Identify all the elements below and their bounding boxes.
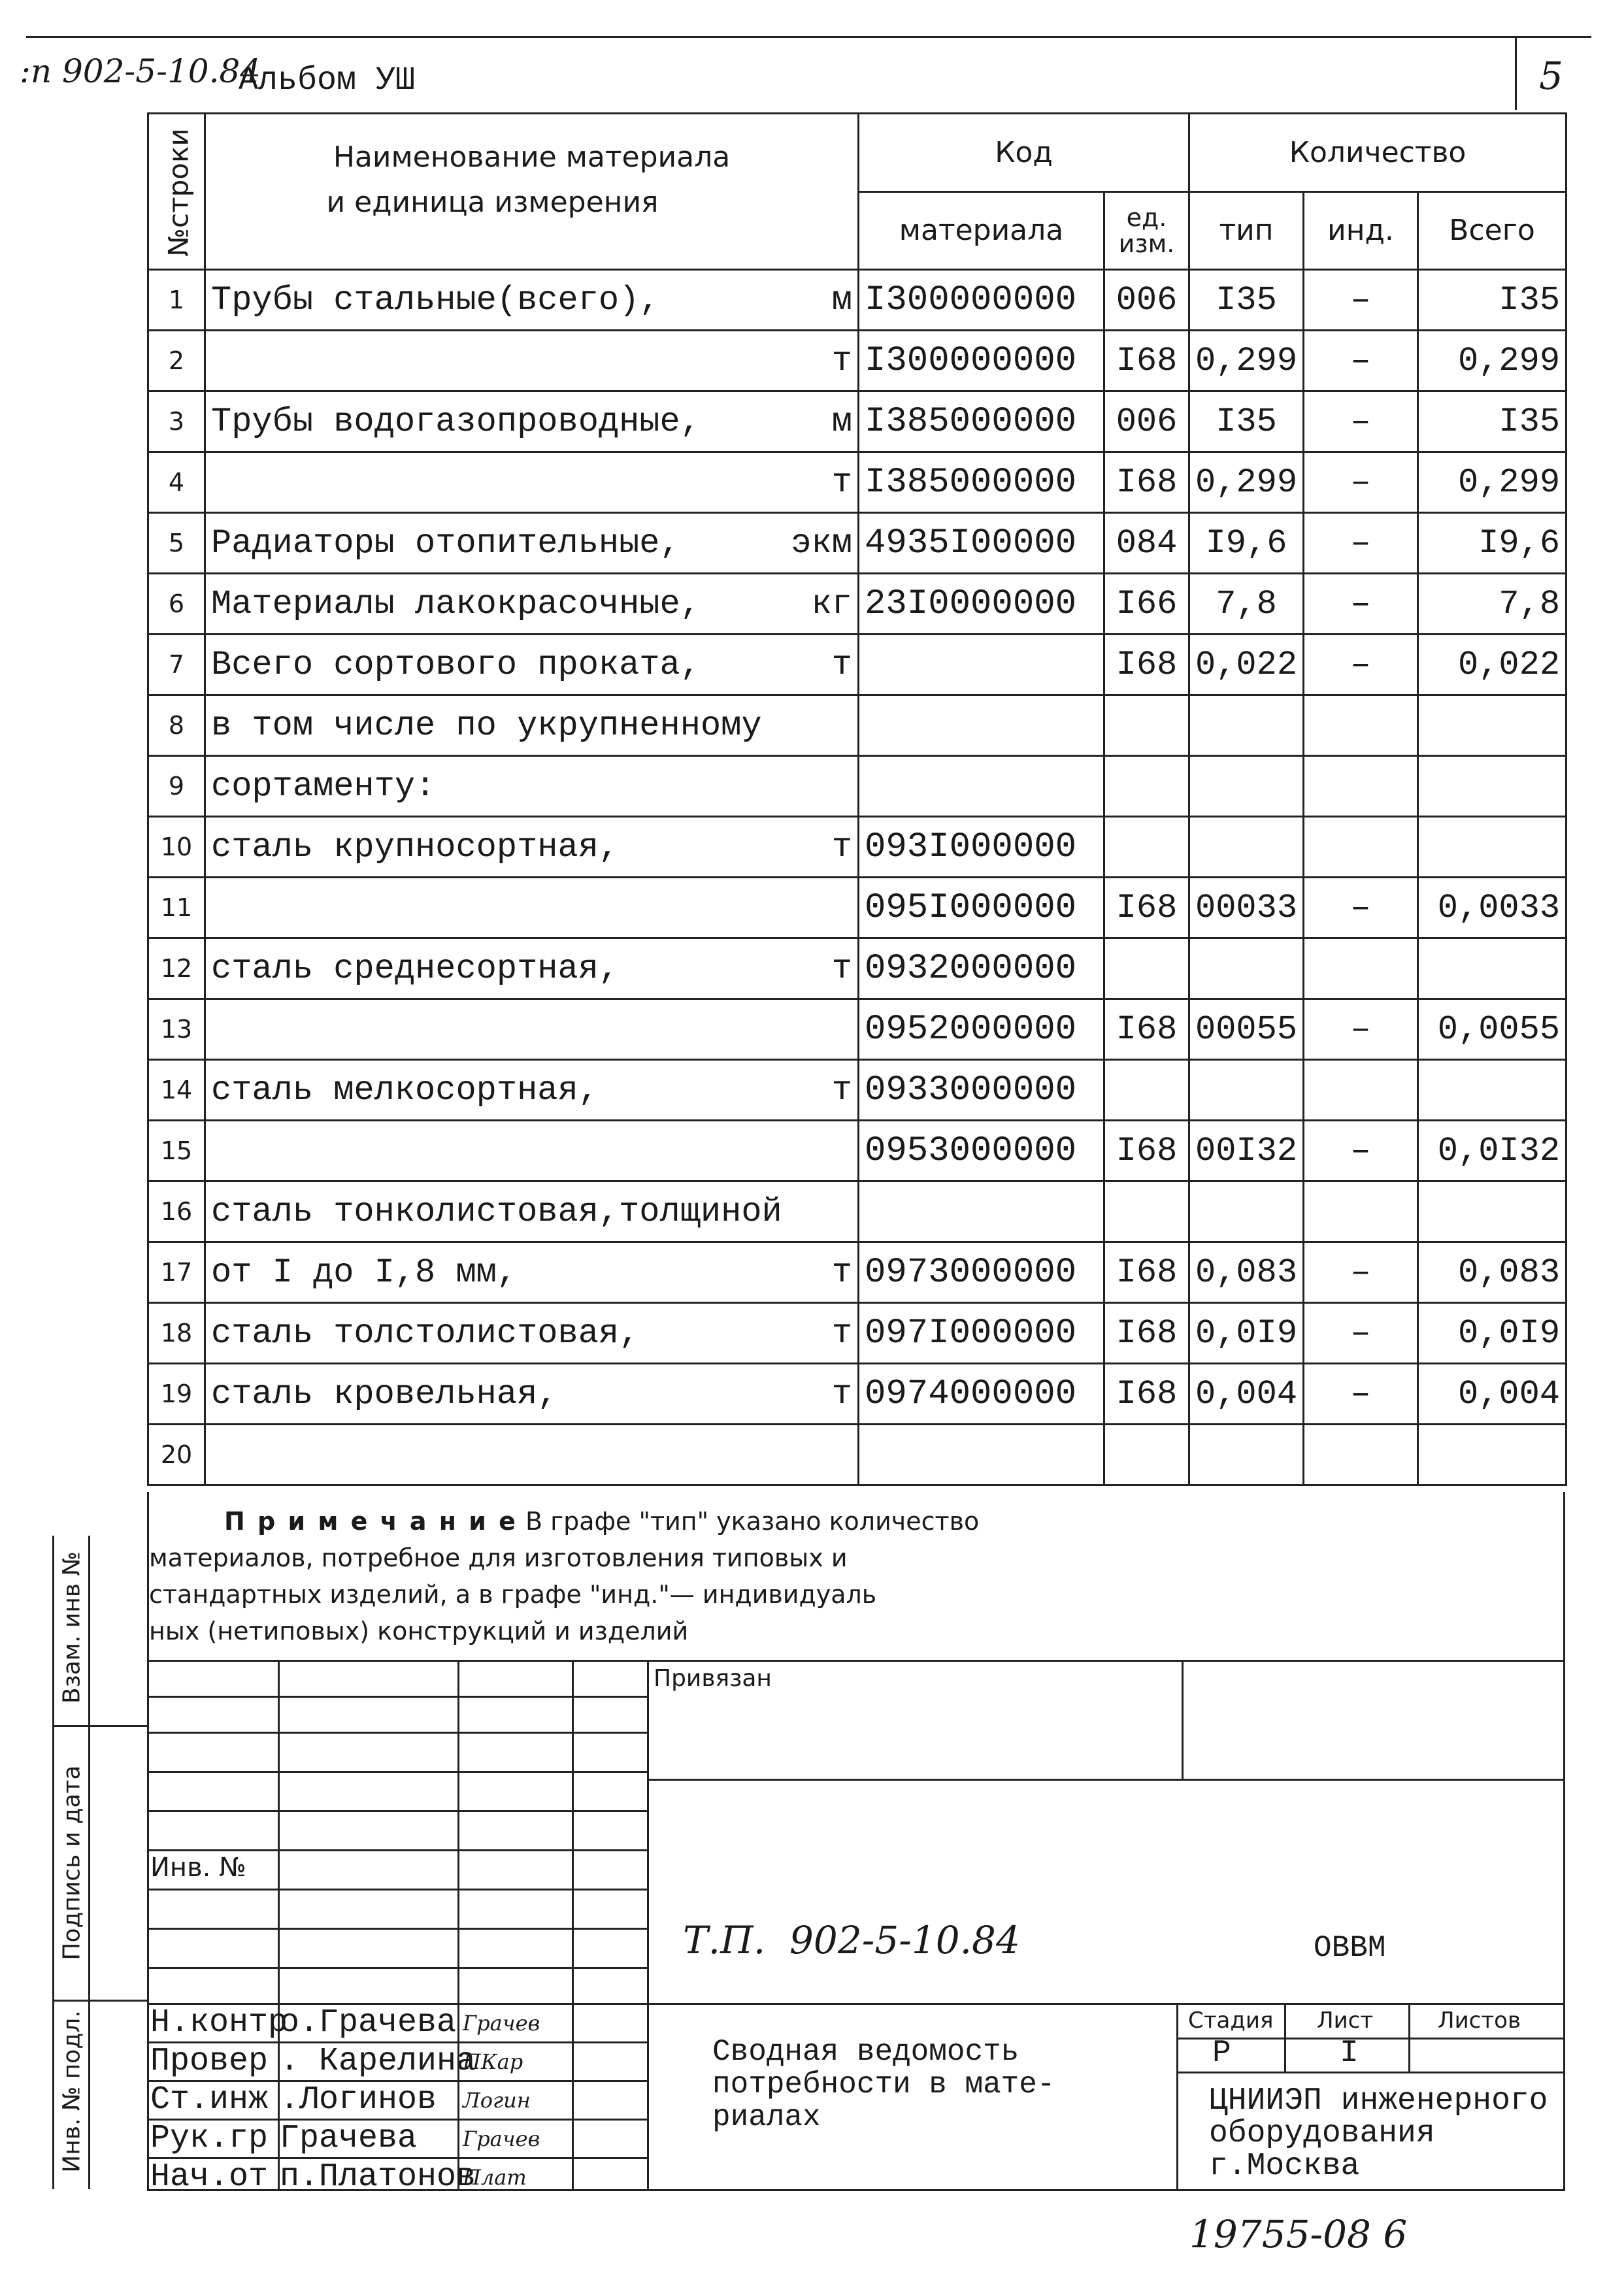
material-unit: кг [811,584,852,623]
table-row [148,817,1566,878]
table-row [148,1364,1566,1425]
stage-value: Р [1212,2036,1231,2071]
row-number-cell: 18 [148,1303,205,1364]
unit-code-cell: I68 [1104,878,1189,938]
header-name [205,114,859,270]
header-code-unit: ед. изм. [1104,191,1189,270]
material-code-cell: I385000000 [859,391,1104,452]
org-block [1209,2085,1548,2183]
table-row [148,513,1566,574]
org-line1: ЦНИИЭП инженерного [1209,2083,1548,2119]
unit-code-cell: I66 [1104,574,1189,635]
row-number-cell: 1 [148,270,205,331]
material-name-cell [205,391,859,452]
sheet-title [712,2036,1055,2134]
qty-type-cell: I9,6 [1189,513,1304,574]
org-line3: г.Москва [1209,2149,1360,2184]
material-unit: т [831,1070,852,1110]
material-name: Материалы лакокрасочные, [211,584,701,623]
sheets-label: Листов [1438,2007,1521,2034]
material-code-cell [859,635,1104,695]
row-number-cell: 13 [148,999,205,1060]
qty-total-cell: 0,004 [1418,1364,1566,1425]
signature: Логин [463,2088,531,2113]
material-unit: экм [791,523,852,563]
qty-total-cell [1418,817,1566,878]
qty-type-cell: 0,0I9 [1189,1303,1304,1364]
row-number-cell: 16 [148,1181,205,1242]
unit-code-cell: I68 [1104,1364,1189,1425]
title-divider [1176,2003,1178,2189]
sheet-value: I [1340,2036,1359,2071]
table-row [148,331,1566,391]
qty-total-cell: 0,0033 [1418,878,1566,938]
material-code-cell: I385000000 [859,452,1104,513]
album-label: Альбом УШ [239,62,416,99]
signer-name: п.Платонов [280,2158,476,2196]
material-name-cell [205,574,859,635]
row-number-cell: 8 [148,695,205,756]
signer-role: Нач.от [150,2158,269,2196]
unit-code-cell [1104,1060,1189,1121]
material-name-cell [205,513,859,574]
qty-total-cell: I9,6 [1418,513,1566,574]
table-row [148,1121,1566,1181]
material-code-cell [859,1425,1104,1485]
qty-type-cell: 7,8 [1189,574,1304,635]
page-number: 5 [1539,54,1563,98]
material-name-cell [205,1425,859,1485]
unit-code-cell: I68 [1104,635,1189,695]
table-row [148,756,1566,817]
stamp-row-2 [147,1732,647,1734]
stage-label: Стадия [1188,2007,1274,2034]
row-number-cell: 11 [148,878,205,938]
qty-ind-cell: – [1304,1364,1418,1425]
stage-col-2 [1408,2003,1410,2072]
inv-no-label: Инв. № [150,1853,246,1883]
table-row [148,1425,1566,1485]
table-row [148,695,1566,756]
qty-total-cell [1418,938,1566,999]
qty-ind-cell: – [1304,452,1418,513]
doc-code: :п 902-5-10.84 [20,52,261,90]
table-row [148,938,1566,999]
material-name: Всего сортового проката, [211,645,701,684]
table-row [148,878,1566,938]
qty-type-cell [1189,1060,1304,1121]
header-code-group: Код [859,114,1189,192]
signer-role: Рук.гр [150,2120,269,2157]
signer-row [149,2121,647,2159]
qty-ind-cell: – [1304,1303,1418,1364]
qty-total-cell [1418,695,1566,756]
qty-ind-cell [1304,938,1418,999]
unit-code-cell: I68 [1104,452,1189,513]
material-name-cell [205,817,859,878]
row-number-cell: 7 [148,635,205,695]
signature: Грачев [463,2126,540,2151]
row-number-cell: 20 [148,1425,205,1485]
material-name: сталь толстолистовая, [211,1313,640,1353]
signer-name: Грачева [280,2120,418,2157]
side-label-vzam: Взам. инв № [58,1551,86,1704]
material-code-cell: 097I000000 [859,1303,1104,1364]
privyazan-bottom-rule [647,1779,1565,1781]
note-block [149,1503,1564,1649]
material-code-cell: 23I0000000 [859,574,1104,635]
table-row [148,1303,1566,1364]
qty-ind-cell [1304,1181,1418,1242]
unit-code-cell: I68 [1104,1303,1189,1364]
header-code-material: материала [859,191,1104,270]
sheet-title-line2: потребности в мате- [712,2068,1055,2102]
qty-ind-cell [1304,1060,1418,1121]
row-number-cell: 9 [148,756,205,817]
unit-code-cell [1104,1425,1189,1485]
row-number-cell: 17 [148,1242,205,1303]
material-code-cell [859,756,1104,817]
header-row-no [148,114,205,270]
qty-ind-cell: – [1304,1242,1418,1303]
row-number-cell: 6 [148,574,205,635]
table-row [148,999,1566,1060]
material-unit: м [831,402,852,441]
unit-code-cell: I68 [1104,1242,1189,1303]
material-name-cell [205,695,859,756]
qty-type-cell [1189,695,1304,756]
side-label-podpis: Подпись и дата [58,1765,86,1960]
row-number-cell: 12 [148,938,205,999]
qty-total-cell: 0,299 [1418,331,1566,391]
material-code-cell: 0974000000 [859,1364,1104,1425]
material-unit: т [831,1313,852,1353]
material-name: сталь среднесортная, [211,949,620,988]
header-qty-ind: инд. [1304,191,1418,270]
signature: ПКар [463,2049,523,2074]
header-qty-type: тип [1189,191,1304,270]
material-name: Трубы стальные(всего), [211,280,660,320]
table-row [148,1060,1566,1121]
doc-number: Т.П. 902-5-10.84 [683,1918,1020,1962]
qty-total-cell [1418,1181,1566,1242]
unit-code-cell: 084 [1104,513,1189,574]
privyazan-divider [1182,1660,1184,1779]
qty-total-cell [1418,1060,1566,1121]
qty-type-cell: 00I32 [1189,1121,1304,1181]
qty-ind-cell [1304,817,1418,878]
material-name: сортаменту: [211,767,436,806]
stage-value-rule [1176,2072,1565,2073]
material-name: Трубы водогазопроводные, [211,402,701,441]
material-unit: т [831,645,852,684]
row-number-cell: 10 [148,817,205,878]
signers-block [149,2005,647,2196]
unit-code-cell: 006 [1104,270,1189,331]
note-label: П р и м е ч а н и е [224,1507,518,1536]
signer-name: о.Грачева [280,2004,457,2041]
qty-ind-cell: – [1304,999,1418,1060]
table-row [148,391,1566,452]
material-unit: м [831,280,852,320]
stage-col-1 [1284,2003,1286,2072]
qty-total-cell: 7,8 [1418,574,1566,635]
table-row [148,452,1566,513]
material-code-cell: 0953000000 [859,1121,1104,1181]
qty-type-cell [1189,938,1304,999]
qty-total-cell: 0,0I32 [1418,1121,1566,1181]
material-name-cell [205,270,859,331]
row-number-cell: 5 [148,513,205,574]
signer-row [149,2159,647,2196]
row-number-cell: 14 [148,1060,205,1121]
row-number-cell: 19 [148,1364,205,1425]
unit-code-cell: I68 [1104,331,1189,391]
qty-total-cell: I35 [1418,391,1566,452]
material-unit: т [831,463,852,502]
unit-code-cell: I68 [1104,1121,1189,1181]
material-name-cell [205,1060,859,1121]
material-code-cell: 4935I00000 [859,513,1104,574]
stamp-row-8 [147,1967,647,1969]
material-name-cell [205,1121,859,1181]
stamp-top-rule [147,1660,1565,1662]
qty-total-cell: 0,0055 [1418,999,1566,1060]
qty-type-cell: 0,022 [1189,635,1304,695]
qty-ind-cell: – [1304,1121,1418,1181]
qty-ind-cell [1304,756,1418,817]
qty-ind-cell: – [1304,270,1418,331]
qty-type-cell: 0,299 [1189,452,1304,513]
stamp-row-4 [147,1810,647,1812]
table-row [148,1242,1566,1303]
sheet-title-line1: Сводная ведомость [712,2035,1019,2069]
material-name: в том числе по укрупненному [211,706,762,745]
material-name-cell [205,938,859,999]
signer-role: Ст.инж [150,2081,269,2119]
material-name: сталь мелкосортная, [211,1070,599,1110]
stamp-row-3 [147,1771,647,1773]
stamp-row-6 [147,1889,647,1890]
top-rule [26,36,1591,38]
table-row [148,270,1566,331]
header-qty-total: Всего [1418,191,1566,270]
signer-name: .Логинов [280,2081,437,2119]
material-name: Радиаторы отопительные, [211,523,680,563]
unit-code-cell [1104,938,1189,999]
material-unit: т [831,949,852,988]
material-name: сталь тонколистовая,толщиной [211,1192,782,1231]
signer-name: . Карелина [280,2043,476,2080]
material-code-cell [859,695,1104,756]
material-name-cell [205,999,859,1060]
unit-code-cell [1104,756,1189,817]
table-row [148,1181,1566,1242]
signer-row [149,2043,647,2082]
unit-code-cell: I68 [1104,999,1189,1060]
note-line4: ных (нетиповых) конструкций и изделий [149,1617,689,1645]
material-name: сталь кровельная, [211,1374,558,1413]
materials-table [147,112,1567,1486]
qty-ind-cell: – [1304,513,1418,574]
material-code-cell: I300000000 [859,331,1104,391]
material-name-cell [205,756,859,817]
material-name-cell [205,331,859,391]
signer-row [149,2082,647,2121]
material-name-cell [205,635,859,695]
table-row [148,574,1566,635]
header-row-no-label: №строки [162,128,195,257]
qty-ind-cell: – [1304,391,1418,452]
qty-total-cell [1418,1425,1566,1485]
qty-type-cell: 0,299 [1189,331,1304,391]
archive-number: 19755-08 6 [1189,2212,1408,2256]
stamp-col-4 [647,1660,649,2189]
material-name: сталь крупносортная, [211,827,620,867]
qty-type-cell [1189,756,1304,817]
org-line2: оборудования [1209,2116,1435,2151]
material-name: от I до I,8 мм, [211,1253,518,1292]
page-number-divider [1515,38,1517,110]
material-name-cell [205,1364,859,1425]
qty-total-cell: 0,022 [1418,635,1566,695]
qty-type-cell: I35 [1189,391,1304,452]
row-number-cell: 3 [148,391,205,452]
table-row [148,635,1566,695]
qty-ind-cell: – [1304,331,1418,391]
table-body [148,270,1566,1485]
qty-type-cell [1189,1181,1304,1242]
material-unit: т [831,1374,852,1413]
qty-type-cell: I35 [1189,270,1304,331]
qty-type-cell [1189,817,1304,878]
note-line2: материалов, потребное для изготовления типовых и [149,1544,848,1572]
signer-role: Провер [150,2043,269,2080]
stage-header-rule [1176,2038,1565,2039]
qty-type-cell: 00033 [1189,878,1304,938]
material-unit: т [831,1253,852,1292]
signer-row [149,2005,647,2043]
qty-type-cell [1189,1425,1304,1485]
unit-code-cell [1104,817,1189,878]
material-code-cell: 0933000000 [859,1060,1104,1121]
frame-right [1563,1492,1565,2191]
row-number-cell: 4 [148,452,205,513]
note-line3: стандартных изделий, а в графе "инд."— индивидуаль [149,1580,877,1609]
stamp-row-1 [147,1696,647,1698]
qty-type-cell: 00055 [1189,999,1304,1060]
material-name-cell [205,1303,859,1364]
material-code-cell [859,1181,1104,1242]
material-name-cell [205,1181,859,1242]
material-name-cell [205,452,859,513]
material-unit: т [831,827,852,867]
material-code-cell: 0932000000 [859,938,1104,999]
row-number-cell: 15 [148,1121,205,1181]
qty-total-cell: 0,299 [1418,452,1566,513]
qty-type-cell: 0,004 [1189,1364,1304,1425]
header-name-line1: Наименование материала [333,140,731,174]
qty-ind-cell [1304,695,1418,756]
unit-code-cell [1104,695,1189,756]
note-line1: В графе "тип" указано количество [517,1507,980,1536]
section-code: ОВВМ [1314,1931,1386,1965]
material-name-cell [205,1242,859,1303]
material-code-cell: 0973000000 [859,1242,1104,1303]
material-code-cell: I300000000 [859,270,1104,331]
side-label-inv-podl: Инв. № подл. [58,2010,86,2173]
unit-code-cell: 006 [1104,391,1189,452]
signature: Грачев [463,2011,540,2036]
qty-ind-cell [1304,1425,1418,1485]
header-name-line2: и единица измерения [326,186,659,219]
stamp-row-7 [147,1928,647,1930]
qty-ind-cell: – [1304,574,1418,635]
header-qty-group: Количество [1189,114,1566,192]
qty-total-cell: 0,083 [1418,1242,1566,1303]
material-name-cell [205,878,859,938]
qty-ind-cell: – [1304,878,1418,938]
sheet-title-line3: риалах [712,2100,821,2134]
material-code-cell: 0952000000 [859,999,1104,1060]
qty-total-cell: 0,0I9 [1418,1303,1566,1364]
signature: Плат [463,2165,527,2190]
privyazan-label: Привязан [654,1665,772,1692]
qty-type-cell: 0,083 [1189,1242,1304,1303]
signer-role: Н.контр [150,2004,288,2041]
qty-total-cell: I35 [1418,270,1566,331]
material-code-cell: 093I000000 [859,817,1104,878]
qty-ind-cell: – [1304,635,1418,695]
row-number-cell: 2 [148,331,205,391]
sheet-label: Лист [1317,2007,1374,2034]
stamp-row-5 [147,1849,647,1851]
unit-code-cell [1104,1181,1189,1242]
qty-total-cell [1418,756,1566,817]
material-code-cell: 095I000000 [859,878,1104,938]
material-unit: т [831,341,852,380]
